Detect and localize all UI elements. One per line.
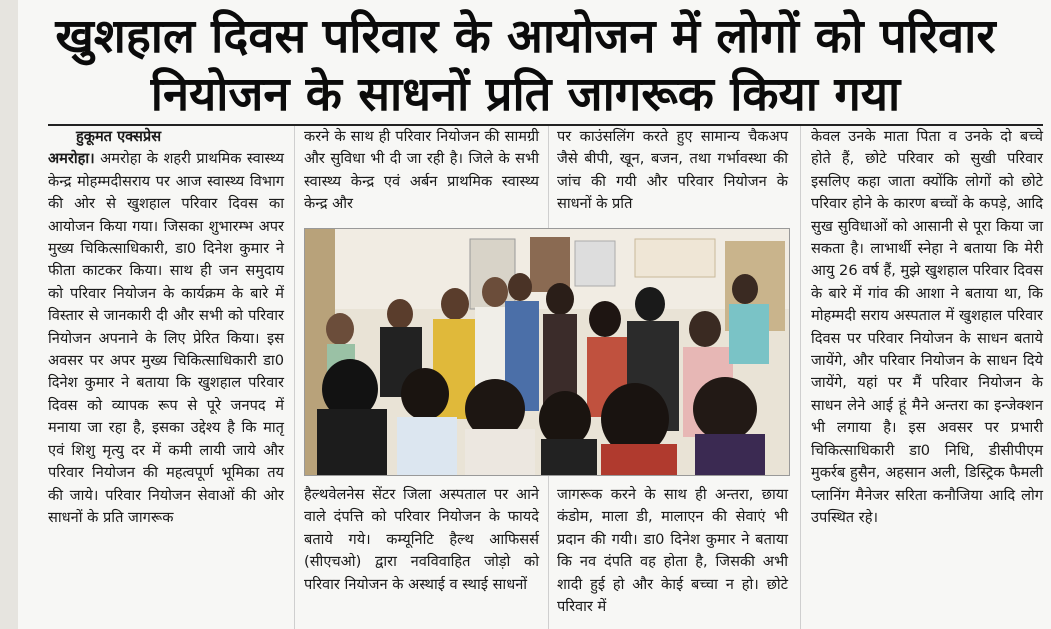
byline: हुकूमत एक्सप्रेस	[76, 128, 162, 145]
column-4-text: केवल उनके माता पिता व उनके दो बच्चे होते हैं, छोटे परिवार को सुखी परिवार इसलिए कहा जाता क्योंकि लोगों को छोटे परिवार होने के कारण बच्चों के कपड़े, आदि सुख सुविधाओं को आसानी से पूरा किया जा सकता है। लाभार्थी स्नेहा ने बताया कि मेरी आयु 26 वर्ष हैं, मुझे खुशहाल परिवार दिवस के बारे में गांव की आशा ने बताया था, कि मोहम्मदी सराय अस्पताल में खुशहाल परिवार दिवस पर परिवार नियोजन के साधन बताये जायेंगे, और परिवार नियोजन के साधन दिये जायेंगे, यहां पर मैं परिवार नियोजन के साधन लेने आई हूं मैने अन्तरा का इन्जेक्शन भी लगाया है। इस अवसर पर प्रभारी चिकित्साधिकारी डा0 निधि, डीसीपीएम मुकर्रब हुसैन, अहसान अली, डिस्ट्रिक फैमली प्लानिंग मैनेजर सरिता कनौजिया आदि लोग उपस्थित रहे।	[811, 128, 1043, 526]
article-column-2-bottom	[304, 484, 539, 596]
article-column-3-top	[557, 126, 788, 216]
column-3-top-text: पर काउंसलिंग करते हुए सामान्य चैकअप जैसे बीपी, खून, बजन, तथा गर्भावस्था की जांच की गयी और परिवार नियोजन के साधनों के प्रति	[557, 128, 788, 213]
article-column-4	[811, 126, 1043, 529]
column-2-bottom-text: हैल्थवेलनेस सेंटर जिला अस्पताल पर आने वाले दंपत्ति को परिवार नियोजन के फायदे बताये गये। कम्यूनिटि हैल्थ आफिसर्स (सीएचओ) द्वारा नवविवाहित जोड़ो को परिवार नियोजन के अस्थाई व स्थाई साधनों	[304, 486, 539, 593]
column-divider	[800, 126, 801, 629]
news-photo	[304, 228, 790, 476]
column-divider	[294, 126, 295, 629]
column-1-text: अमरोहा के शहरी प्राथमिक स्वास्थ्य केन्द्र मोहम्मदीसराय पर आज स्वास्थ्य विभाग की ओर से खुशहाल परिवार दिवस का आयोजन किया गया। जिसका शुभारम्भ अपर मुख्य चिकित्साधिकारी, डा0 दिनेश कुमार ने फीता काटकर किया। साथ ही जन समुदाय को परिवार नियोजन के कार्यक्रम के बारे में विस्तार से जानकारी दी और सभी को परिवार नियोजन अपनाने के लिए प्रेरित किया। इस अवसर पर अपर मुख्य चिकित्साधिकारी डा0 दिनेश कुमार ने बताया कि खुशहाल परिवार दिवस को व्यापक रूप से पूरे जनपद में मनाया जा रहा है, इसका उद्देश्य है कि मातृ एवं शिशु मृत्यु दर में कमी लायी जाये और परिवार नियोजन की महत्वपूर्ण भूमिका तय की जाये। परिवार नियोजन सेवाओं की ओर साधनों के प्रति जागरूक	[48, 150, 284, 526]
page-edge	[0, 0, 18, 629]
headline	[20, 8, 1031, 124]
dateline: अमरोहा।	[48, 150, 95, 168]
news-photo-image	[305, 229, 789, 475]
column-2-top-text: करने के साथ ही परिवार नियोजन की सामग्री और सुविधा भी दी जा रही है। जिले के सभी स्वास्थ्य केन्द्र एवं अर्बन प्राथमिक स्वास्थ्य केन्द्र और	[304, 128, 539, 213]
column-3-bottom-text: जागरूक करने के साथ ही अन्तरा, छाया कंडोम, माला डी, मालाएन की सेवाएं भी प्रदान की गयी। डा0 दिनेश कुमार ने बताया कि नव दंपति वह होता है, जिसकी अभी शादी हुई हो और केाई बच्चा न हो। छोटे परिवार में	[557, 486, 788, 616]
article-column-1	[48, 126, 284, 529]
headline-line-2: नियोजन के साधनों प्रति जागरूक किया गया	[150, 67, 901, 122]
headline-line-1: खुशहाल दिवस परिवार के आयोजन में लोगों को परिवार	[55, 9, 996, 64]
article-column-2-top	[304, 126, 539, 216]
article-column-3-bottom	[557, 484, 788, 618]
